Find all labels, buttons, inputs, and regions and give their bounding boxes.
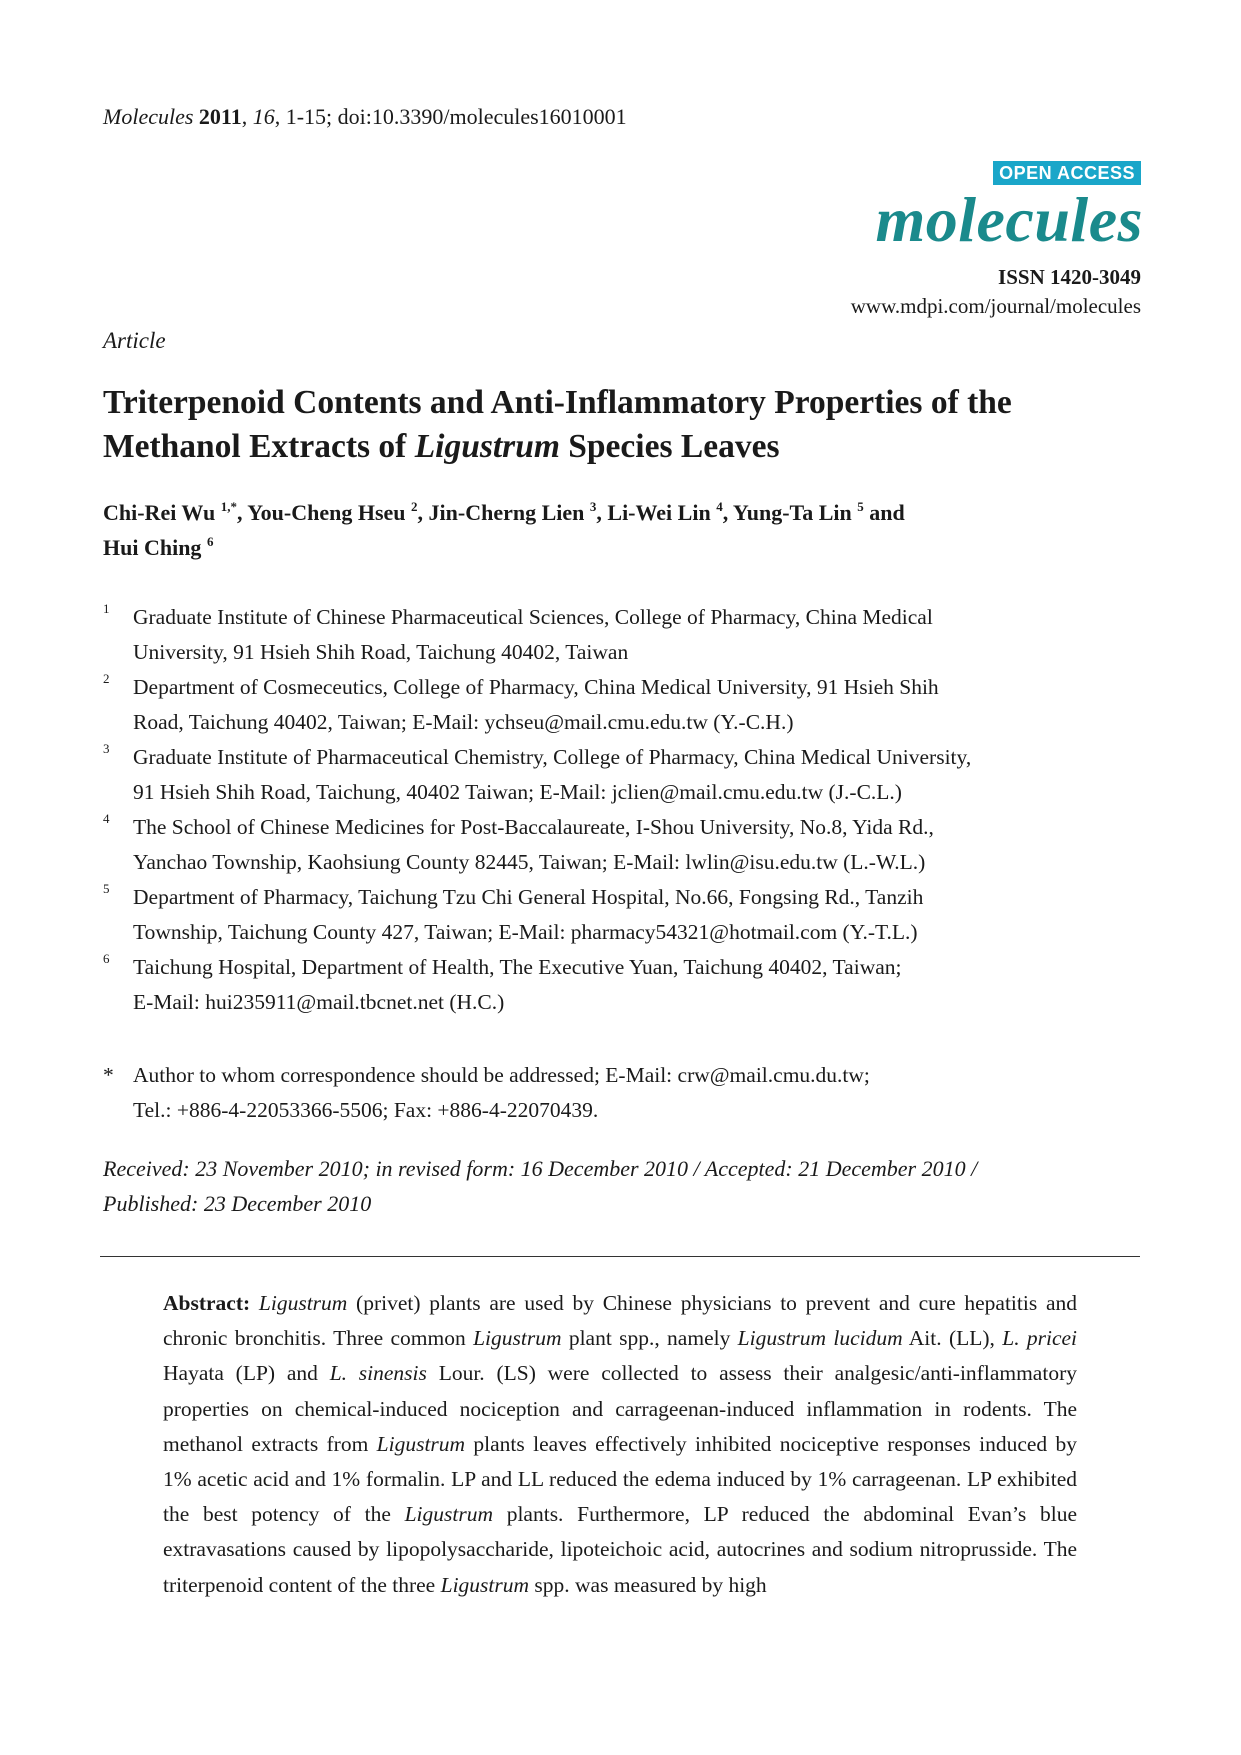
section-divider (100, 1256, 1140, 1257)
author (103, 500, 247, 525)
affiliation-item (103, 670, 1143, 740)
affiliation-line: University, 91 Hsieh Shih Road, Taichung 40402, Taiwan (133, 640, 629, 664)
author (733, 500, 905, 525)
correspondence-body (103, 1058, 1143, 1128)
abstract-run: Hayata (LP) and (163, 1361, 330, 1386)
correspondence-note (103, 1058, 1143, 1128)
affiliation-line: E-Mail: hui235911@mail.tbcnet.net (H.C.) (133, 990, 505, 1014)
abstract-run: Ait. (LL), (902, 1326, 1003, 1351)
affiliation-line: Taichung Hospital, Department of Health, The Executive Yuan, Taichung 40402, Taiwan; (133, 955, 902, 979)
abstract-run: plant spp., namely (561, 1326, 738, 1351)
publication-dates (103, 1151, 1143, 1221)
citation-journal: Molecules (103, 104, 194, 129)
author-affil-sup: 1,* (220, 499, 238, 514)
affiliation-line: Graduate Institute of Chinese Pharmaceutical Sciences, College of Pharmacy, China Medical (133, 605, 933, 629)
affiliation-line: Graduate Institute of Pharmaceutical Chemistry, College of Pharmacy, China Medical University, (133, 745, 972, 769)
author-name: Chi-Rei Wu (103, 500, 216, 525)
affiliation-list (103, 600, 1143, 1020)
abstract-run: Lour. (LS) were collected to assess their analgesic/anti-inflammatory properties on chemical-induced nociception and carrageenan-induced inflammation in rodents. The methanol extracts from (163, 1361, 1077, 1456)
correspondence-star: * (103, 1063, 114, 1087)
title-line-1: Triterpenoid Contents and Anti-Inflammatory Properties of the (103, 384, 1012, 421)
abstract-run: Ligustrum (258, 1291, 348, 1315)
abstract-run: plants leaves effectively inhibited nociceptive responses induced by 1% acetic acid and 1% formalin. LP and LL reduced the edema induced by 1% carrageenan. LP exhibited the best potency of the (163, 1431, 1078, 1527)
paper-title (103, 381, 1143, 469)
abstract-paragraph (163, 1286, 1077, 1603)
affiliation-number: 6 (103, 951, 110, 966)
affiliation-number: 1 (103, 601, 110, 616)
dates-line: Received: 23 November 2010; in revised form: 16 December 2010 / Accepted: 21 December 2010 / (103, 1156, 978, 1181)
abstract-run: spp. was measured by high (529, 1572, 767, 1597)
affiliation-line: Yanchao Township, Kaohsiung County 82445, Taiwan; E-Mail: lwlin@isu.edu.tw (L.-W.L.) (133, 850, 926, 874)
abstract-run: plants. Furthermore, LP reduced the abdominal Evan’s blue extravasations caused by lipopolysaccharide, lipoteichoic acid, autocrines and sodium nitroprusside. The triterpenoid content of the three (163, 1502, 1077, 1597)
abstract-run (250, 1291, 259, 1315)
affiliation-line: Department of Cosmeceutics, College of Pharmacy, China Medical University, 91 Hsieh Shih (133, 675, 939, 699)
affiliation-line: Department of Pharmacy, Taichung Tzu Chi General Hospital, No.66, Fongsing Rd., Tanzih (133, 885, 924, 909)
affiliation-line: The School of Chinese Medicines for Post-Baccalaureate, I-Shou University, No.8, Yida Rd., (133, 815, 934, 839)
author-separator: , (722, 500, 733, 525)
author-list (103, 495, 1143, 565)
author (429, 500, 608, 525)
article-type: Article (103, 328, 166, 353)
abstract-run: Ligustrum (404, 1502, 494, 1527)
abstract-run: L. pricei (1002, 1326, 1078, 1351)
citation-volume: 16 (252, 104, 275, 129)
author-affil-sup: 3 (589, 499, 597, 514)
affiliation-item (103, 740, 1143, 810)
author-affil-sup: 4 (716, 499, 723, 514)
affiliation-number: 2 (103, 671, 110, 686)
citation-year: 2011 (198, 104, 242, 129)
author-separator: and (863, 500, 905, 525)
author-name: You-Cheng Hseu (247, 500, 406, 525)
affiliation-item (103, 600, 1143, 670)
title-line-2-italic: Ligustrum (414, 428, 560, 465)
abstract-run: Ligustrum (473, 1326, 562, 1351)
abstract-run: L. sinensis (329, 1361, 427, 1386)
author-affil-sup: 5 (857, 499, 864, 514)
affiliation-item (103, 950, 1143, 1020)
open-access-badge: OPEN ACCESS (993, 161, 1141, 185)
author-name: Jin-Cherng Lien (428, 500, 585, 525)
title-line-2-pre: Methanol Extracts of (103, 428, 415, 465)
affiliation-number: 3 (103, 741, 110, 756)
affiliation-item (103, 880, 1143, 950)
author-name: Yung-Ta Lin (732, 500, 852, 525)
abstract-run: Ligustrum (440, 1572, 530, 1597)
affiliation-line: 91 Hsieh Shih Road, Taichung, 40402 Taiwan; E-Mail: jclien@mail.cmu.edu.tw (J.-C.L.) (133, 780, 902, 804)
affiliation-line: Road, Taichung 40402, Taiwan; E-Mail: ychseu@mail.cmu.edu.tw (Y.-C.H.) (133, 710, 794, 734)
affiliation-number: 5 (103, 881, 110, 896)
author-name: Hui Ching (103, 535, 202, 560)
affiliation-item (103, 810, 1143, 880)
author-affil-sup: 6 (206, 534, 214, 549)
journal-logo: molecules (875, 184, 1143, 255)
abstract-run: Ligustrum (376, 1431, 466, 1456)
author-name: Li-Wei Lin (607, 500, 711, 525)
author (247, 500, 428, 525)
affiliation-line: Township, Taichung County 427, Taiwan; E-Mail: pharmacy54321@hotmail.com (Y.-T.L.) (133, 920, 918, 944)
author-affil-sup: 2 (411, 499, 418, 514)
correspondence-line: Tel.: +886-4-22053366-5506; Fax: +886-4-22070439. (133, 1098, 599, 1122)
dates-line: Published: 23 December 2010 (103, 1191, 372, 1216)
abstract-label: Abstract: (163, 1291, 251, 1315)
author-separator: , (237, 500, 248, 525)
abstract-run: (privet) plants are used by Chinese physicians to prevent and cure hepatitis and chronic bronchitis. Three common (163, 1291, 1077, 1351)
journal-website[interactable]: www.mdpi.com/journal/molecules (850, 294, 1141, 318)
affiliation-number: 4 (103, 811, 110, 826)
citation-line: Molecules 2011, 16, 1-15; doi:10.3390/molecules16010001 (103, 104, 627, 129)
author-separator: , (417, 500, 429, 525)
issn: ISSN 1420-3049 (998, 265, 1141, 289)
author-separator: , (596, 500, 608, 525)
citation-pages-doi: , 1-15; doi:10.3390/molecules16010001 (274, 104, 627, 129)
author (607, 500, 732, 525)
title-line-2 (103, 425, 1143, 469)
correspondence-line: Author to whom correspondence should be addressed; E-Mail: crw@mail.cmu.du.tw; (133, 1063, 870, 1087)
author (103, 535, 213, 560)
title-line-2-post: Species Leaves (559, 428, 780, 465)
abstract-run: Ligustrum lucidum (737, 1326, 903, 1351)
